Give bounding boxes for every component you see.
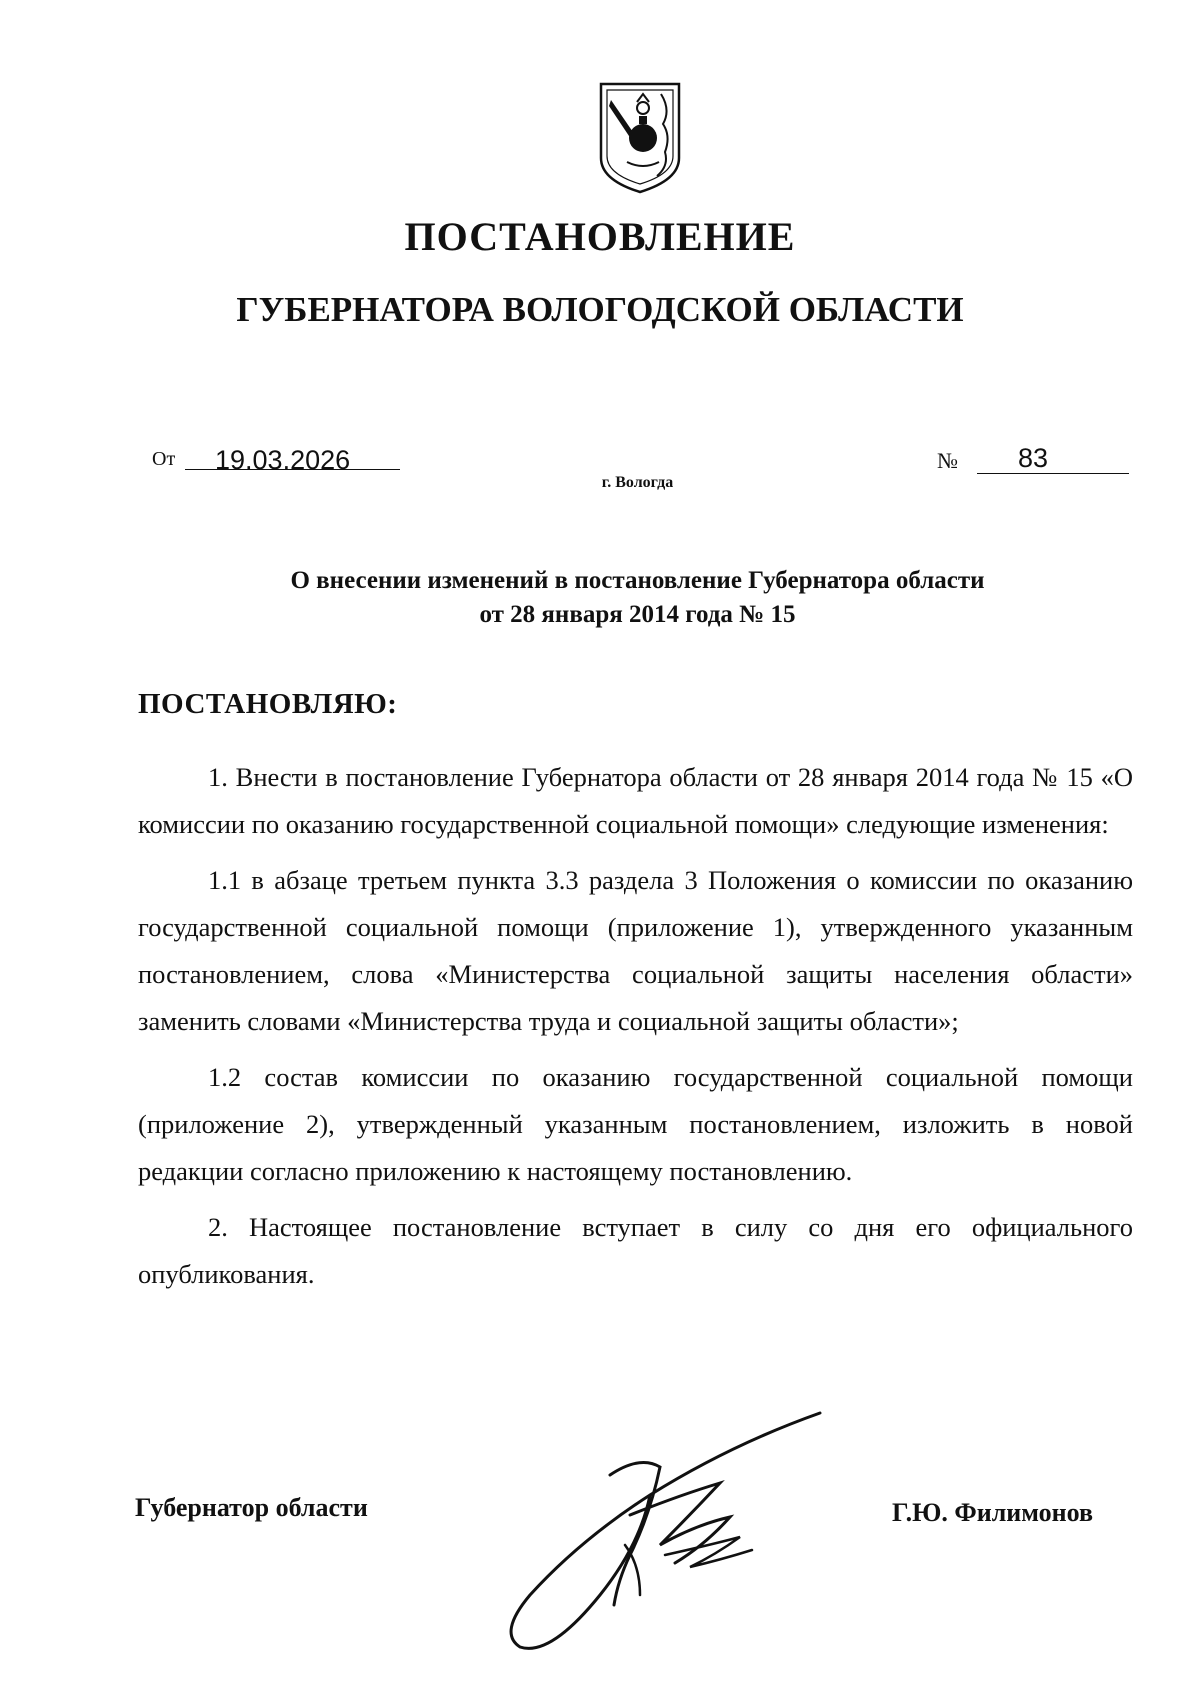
- paragraph-1-1: 1.1 в абзаце третьем пункта 3.3 раздела 3 Положения о комиссии по оказанию государственной социальной помощи (приложение 1), утвержденного указанным постановлением, слова «Министерства социальной защиты населения области» заменить словами «Министерства труда и социальной защиты области»;: [138, 865, 1133, 1036]
- document-city: г. Вологда: [601, 474, 674, 491]
- document-number: 83: [1018, 443, 1049, 473]
- document-subtitle: ГУБЕРНАТОРА ВОЛОГОДСКОЙ ОБЛАСТИ: [236, 290, 964, 329]
- document-title: ПОСТАНОВЛЕНИЕ: [404, 214, 796, 259]
- number-label: №: [937, 448, 958, 473]
- paragraph-1: 1. Внести в постановление Губернатора области от 28 января 2014 года № 15 «О комиссии по оказанию государственной социальной помощи» следующие изменения:: [138, 762, 1133, 839]
- subject-line-2: от 28 января 2014 года № 15: [479, 601, 796, 628]
- document-body: [138, 754, 1133, 1307]
- subject-line-1: О внесении изменений в постановление Губернатора области: [290, 567, 985, 594]
- paragraph-2: 2. Настоящее постановление вступает в силу со дня его официального опубликования.: [138, 1212, 1133, 1289]
- signature-icon: [490, 1405, 830, 1655]
- coat-of-arms-icon: [597, 80, 683, 196]
- document-date: 19.03.2026: [215, 445, 351, 475]
- signatory-position: Губернатор области: [135, 1493, 368, 1522]
- decree-heading: ПОСТАНОВЛЯЮ:: [138, 688, 398, 720]
- document-subject: [0, 564, 1200, 632]
- number-underline: [977, 473, 1129, 474]
- paragraph-1-2: 1.2 состав комиссии по оказанию государственной социальной помощи (приложение 2), утвержденный указанным постановлением, изложить в новой редакции согласно приложению к настоящему постановлению.: [138, 1062, 1133, 1186]
- date-label: От: [152, 448, 176, 470]
- signatory-name: Г.Ю. Филимонов: [892, 1498, 1094, 1527]
